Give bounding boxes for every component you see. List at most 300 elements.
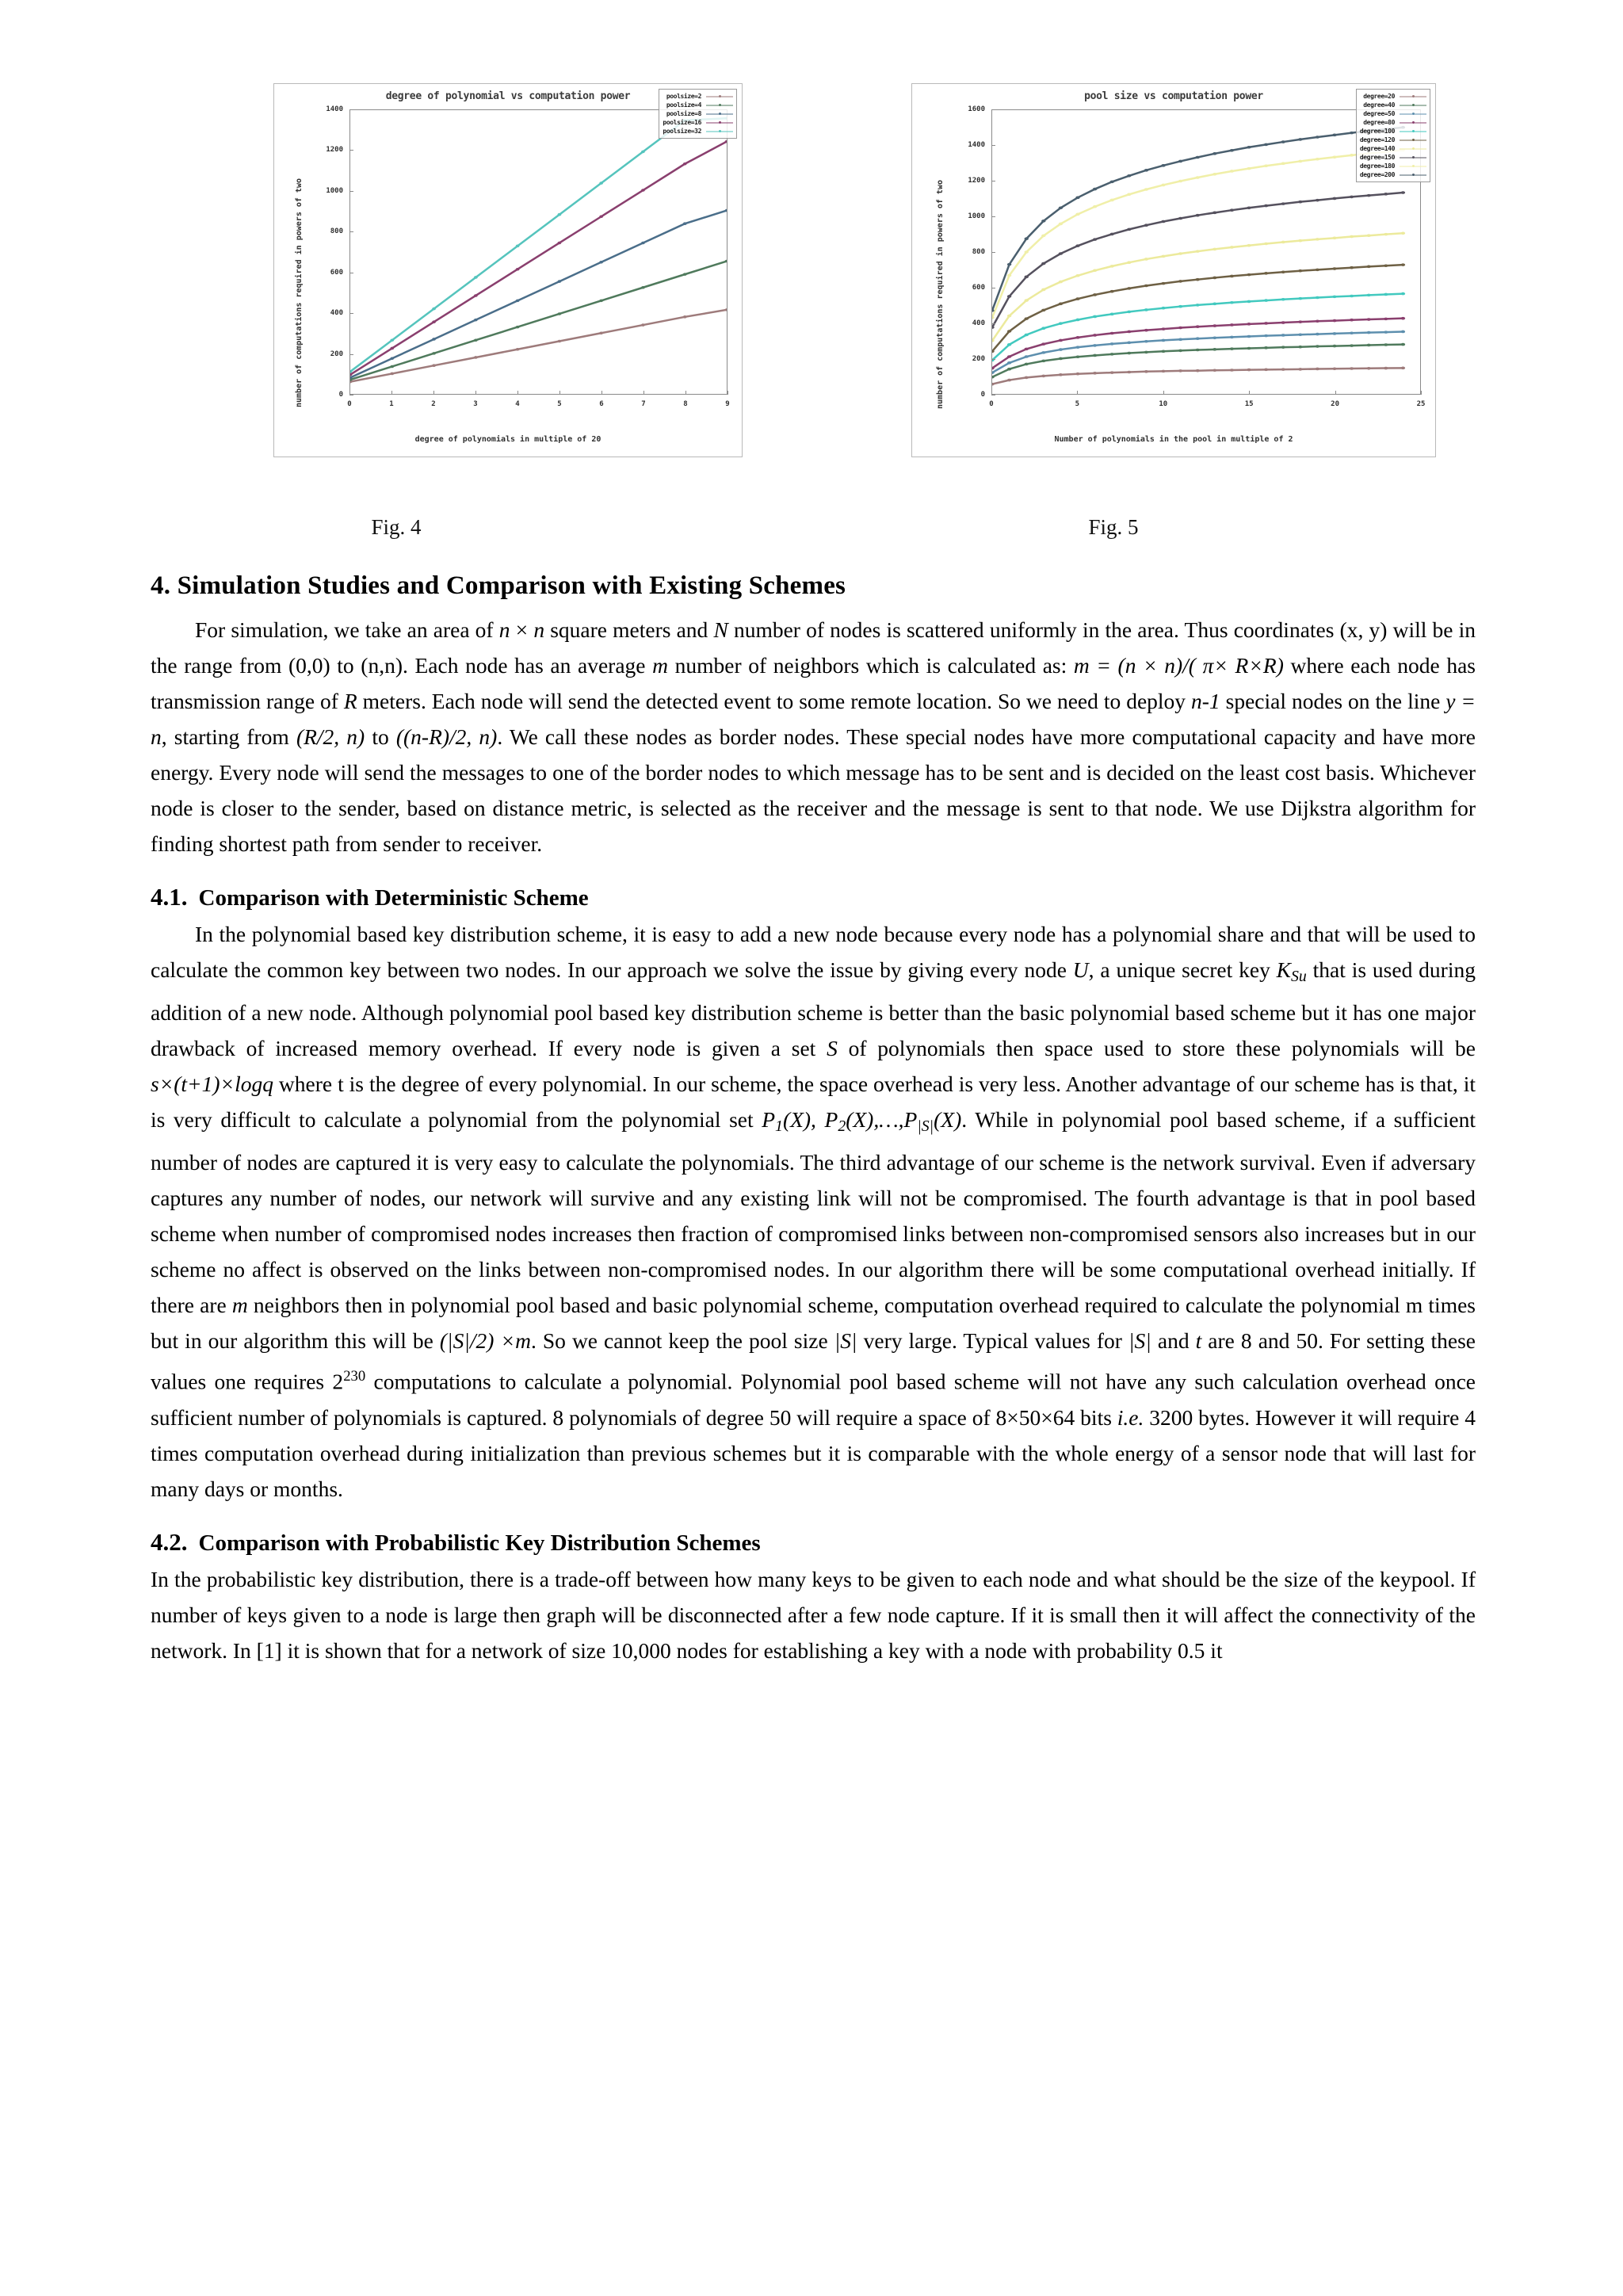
series-point [1041,375,1045,378]
series-point [1298,368,1302,371]
series-point [1264,204,1268,208]
series-point [1367,294,1371,297]
legend-swatch [1400,128,1426,135]
series-point [1178,217,1182,220]
series-point [1093,372,1097,375]
series-point [1332,367,1336,370]
legend-row [663,101,733,109]
series-point [1230,336,1234,339]
series-point [390,338,394,342]
series-line [992,128,1403,311]
series-point [641,189,645,192]
series-point [1384,193,1388,196]
series-point [474,319,478,322]
series-point [1110,353,1114,356]
series-point [1059,357,1063,361]
series-point [1110,265,1114,268]
series-point [992,326,995,329]
series-point [1230,246,1234,249]
x-tick-mark [643,391,644,395]
series-point [1264,369,1268,372]
series-point [1264,334,1268,338]
series-point [1367,194,1371,197]
series-point [1298,320,1302,323]
figure-4-caption: Fig. 4 [371,515,422,539]
x-tick-label: 1 [389,400,394,408]
figure-4-x-axis-label: degree of polynomials in multiple of 20 [414,435,601,444]
paragraph-4-2: In the probabilistic key distribution, there is a trade-off between how many keys to be given to each node and what should be the size of the keypool. If number of keys given to a node is large then graph will be disconnected after a few node capture. If it is small then it will affect the connectivity of the network. In [1] it is shown that for a network of size 10,000 nodes for establishing a key with a node with probability 0.5 it [151,1567,1476,1664]
series-point [1332,267,1336,270]
series-point [641,242,645,245]
series-point [1384,264,1388,267]
series-point [432,352,436,355]
series-point [1075,319,1079,322]
series-point [1212,152,1216,155]
series-point [1161,255,1165,258]
legend-label: poolsize=2 [666,93,701,100]
series-point [1075,336,1079,339]
y-tick-mark [991,252,995,253]
series-point [1196,349,1200,352]
series-point [1025,376,1029,380]
series-point [1025,276,1029,279]
figure-4 [273,83,743,457]
x-tick-mark [433,391,434,395]
series-point [1196,156,1200,159]
series-point [1212,277,1216,280]
series-point [1161,327,1165,330]
series-point [1384,233,1388,236]
series-point [1161,370,1165,373]
series-point [1110,313,1114,316]
series-point [1127,352,1131,355]
document-body [151,571,1476,1668]
series-point [1059,322,1063,325]
series-point [1127,228,1131,231]
y-tick-label: 1600 [968,105,985,113]
series-point [558,340,562,343]
series-point [1075,346,1079,349]
series-point [516,300,520,303]
x-tick-mark [1077,391,1078,395]
y-tick-label: 0 [338,391,343,399]
y-tick-label: 1400 [326,105,343,113]
series-point [432,320,436,323]
legend-swatch [1400,171,1426,178]
series-point [1196,250,1200,253]
series-point [1059,373,1063,376]
x-tick-mark [685,391,686,395]
figure-4-y-axis-label: number of computations required in powers of two [295,178,304,407]
series-point [1178,280,1182,283]
series-point [1264,299,1268,302]
series-point [516,268,520,271]
series-point [1144,329,1148,332]
y-tick-mark [349,354,353,355]
series-point [516,348,520,351]
series-point [1075,274,1079,277]
series-point [1212,248,1216,251]
series-point [1367,266,1371,269]
series-point [1144,351,1148,354]
paragraph-4-1: In the polynomial based key distribution scheme, it is easy to add a new node because every node has a polynomial share and that will be used to calculate the common key between two nodes. In our approach we solve the issue by giving every node U, a unique secret key $K_{Su}$ that is used during addition of a new node. Although polynomial pool based key distribution scheme is better than the basic polynomial based scheme but it has one major drawback of increased memory overhead. If every node is given a set S of polynomials then space used to store these polynomials will be s×(t+1)×logq where t is the degree of every polynomial. In our scheme, the space overhead is very less. Another advantage of our scheme has is that, it is very difficult to calculate a polynomial from the polynomial set $P_1(X)$, $P_2(X),\dots,P_{|S|}(X)$. While in polynomial pool based scheme, if a sufficient number of nodes are captured it is very easy to calculate the polynomials. The third advantage of our scheme is the network survival. Even if adversary captures any number of nodes, our network will survive and any existing link will not be compromised. The fourth advantage is that in pool based scheme when number of compromised nodes increases then fraction of compromised links between non-compromised sensors also increases but in our scheme no affect is observed on the links between non-compromised nodes. In our algorithm there will be some computational overhead initially. If there are m neighbors then in polynomial pool based and basic polynomial scheme, computation overhead required to calculate the polynomial m times but in our algorithm this will be (|S|/2) ×m. So we cannot keep the pool size |S| very large. Typical values for |S| and t are 8 and 50. For setting these values one requires $2^{230}$ computations to calculate a polynomial. Polynomial pool based scheme will not have any such calculation overhead once sufficient number of polynomials is captured. 8 polynomials of degree 50 will require a space of 8×50×64 bits i.e. 3200 bytes. However it will require 4 times computation overhead during initialization than previous schemes but it is comparable with the whole energy of a sensor node that will last for many days or months. [151,922,1476,1501]
series-point [599,300,603,303]
y-tick-label: 0 [980,391,985,399]
series-point [1110,342,1114,346]
x-tick-mark [601,391,602,395]
series-point [1316,199,1319,202]
series-point [1144,285,1148,288]
series-point [1110,332,1114,335]
series-point [1127,342,1131,345]
legend-row [1360,92,1426,101]
series-point [1007,379,1011,382]
series-point [390,347,394,350]
series-point [1316,269,1319,272]
series-point [1144,223,1148,227]
series-point [1298,201,1302,204]
series-point [1298,297,1302,300]
series-point [1041,327,1045,330]
series-point [1350,319,1354,322]
series-point [1350,154,1354,157]
y-tick-label: 200 [972,355,985,363]
series-point [1247,167,1251,170]
series-point [1367,367,1371,370]
x-tick-label: 9 [725,400,730,408]
y-tick-mark [349,150,353,151]
series-point [1350,331,1354,334]
series-point [1196,278,1200,281]
series-point [599,331,603,334]
subsection-4-2-number: 4.2. [151,1527,188,1556]
x-tick-mark [517,391,518,395]
series-point [1059,348,1063,351]
series-point [1025,250,1029,254]
series-point [1281,368,1285,371]
subsection-heading-4-1 [151,882,1476,912]
series-point [1212,337,1216,340]
x-tick-label: 6 [599,400,604,408]
series-line [350,142,727,375]
series-point [516,326,520,329]
series-point [1401,343,1405,346]
subsection-heading-4-2 [151,1527,1476,1557]
series-point [1127,287,1131,290]
legend-swatch [706,93,733,100]
series-point [432,308,436,311]
series-point [1316,158,1319,161]
series-point [1332,296,1336,299]
series-point [432,364,436,367]
series-point [1041,220,1045,223]
y-tick-label: 1000 [968,212,985,220]
series-point [1007,274,1011,277]
series-point [1230,208,1234,212]
series-point [1281,321,1285,324]
series-point [1350,196,1354,199]
series-point [1212,303,1216,306]
series-point [1093,238,1097,241]
series-point [1247,146,1251,149]
legend-label: degree=140 [1359,145,1395,152]
series-point [1127,193,1131,196]
series-point [1384,293,1388,296]
series-point [1298,160,1302,163]
legend-swatch [1400,101,1426,109]
series-point [1230,170,1234,173]
series-point [1350,132,1354,135]
series-point [1161,282,1165,285]
series-point [1264,346,1268,350]
y-tick-label: 800 [330,227,343,236]
legend-row [1360,136,1426,144]
series-point [1041,262,1045,266]
series-point [474,276,478,279]
series-point [1161,164,1165,167]
subsection-4-2-title: Comparison with Probabilistic Key Distribution Schemes [198,1530,761,1556]
legend-row [1360,144,1426,153]
x-tick-mark [559,391,560,395]
series-point [1093,293,1097,296]
series-point [1281,334,1285,337]
series-point [1247,206,1251,209]
y-tick-label: 1200 [968,177,985,185]
series-point [1401,292,1405,296]
series-point [1075,244,1079,247]
y-tick-label: 200 [330,350,343,358]
figure-5-y-axis-label: number of computations required in powers of two [936,180,945,409]
series-point [1007,263,1011,266]
figure-5-legend [1356,89,1430,182]
series-line [992,150,1403,317]
series-point [1316,333,1319,336]
series-point [1367,331,1371,334]
y-tick-label: 1000 [326,186,343,195]
series-point [1178,369,1182,372]
series-point [1298,346,1302,349]
series-point [1178,338,1182,342]
series-point [1212,348,1216,351]
series-point [1401,231,1405,235]
series-point [1196,304,1200,307]
series-point [683,273,687,276]
y-tick-label: 400 [972,319,985,327]
series-point [1367,344,1371,347]
x-tick-label: 5 [557,400,562,408]
series-point [1144,188,1148,191]
series-point [1127,311,1131,314]
legend-row [1360,109,1426,118]
series-point [1350,367,1354,370]
series-point [474,356,478,359]
series-point [1144,370,1148,373]
x-tick-label: 15 [1244,400,1254,408]
figure-5-caption: Fig. 5 [1088,515,1139,539]
series-point [1075,213,1079,216]
legend-row [663,92,733,101]
legend-swatch [1400,145,1426,152]
series-point [992,316,995,319]
series-point [390,372,394,376]
series-point [1178,160,1182,163]
series-point [558,242,562,245]
series-point [1093,205,1097,208]
legend-swatch [706,119,733,126]
series-point [1144,169,1148,172]
series-point [1196,325,1200,328]
series-point [599,261,603,264]
series-point [390,357,394,360]
x-tick-label: 4 [515,400,520,408]
series-point [1007,295,1011,298]
y-tick-mark [991,359,995,360]
series-point [1007,361,1011,365]
series-point [683,162,687,166]
series-point [599,215,603,218]
series-point [1144,308,1148,311]
series-point [1075,355,1079,358]
legend-label: degree=200 [1359,171,1395,178]
series-point [1212,173,1216,176]
legend-label: poolsize=8 [666,110,701,117]
series-point [558,312,562,315]
series-point [1007,343,1011,346]
series-point [1212,369,1216,372]
series-point [1332,332,1336,335]
legend-label: poolsize=4 [666,101,701,109]
series-point [1247,347,1251,350]
x-tick-mark [1335,391,1336,395]
series-point [1093,334,1097,337]
series-point [1350,235,1354,239]
x-tick-label: 0 [989,400,994,408]
legend-label: degree=150 [1359,154,1395,161]
series-point [1350,266,1354,269]
series-point [558,280,562,283]
x-tick-label: 0 [347,400,352,408]
x-tick-mark [391,391,392,395]
series-point [1161,350,1165,353]
y-tick-label: 1400 [968,141,985,149]
series-point [1041,235,1045,238]
series-point [1144,258,1148,261]
series-point [1264,272,1268,275]
legend-row [663,127,733,136]
subsection-4-1-number: 4.1. [151,882,188,911]
series-point [1281,346,1285,349]
legend-row [663,109,733,118]
legend-row [1360,127,1426,136]
series-point [1316,368,1319,371]
series-point [1401,191,1405,194]
series-point [1059,339,1063,342]
x-tick-mark [1163,391,1164,395]
series-point [1264,322,1268,325]
x-tick-label: 7 [641,400,646,408]
x-tick-label: 5 [1075,400,1080,408]
series-point [1178,252,1182,255]
series-point [558,213,562,216]
series-point [1212,324,1216,327]
series-point [1316,319,1319,323]
series-point [1144,340,1148,343]
series-point [1025,317,1029,320]
series-point [1025,334,1029,337]
series-point [1007,368,1011,371]
series-point [1281,241,1285,244]
figure-4-plot-area [349,109,727,395]
x-tick-mark [1421,391,1422,395]
series-point [1110,371,1114,374]
series-point [683,315,687,319]
series-point [390,365,394,369]
series-point [1230,301,1234,304]
series-point [1281,270,1285,273]
series-point [1401,330,1405,334]
x-tick-label: 25 [1416,400,1426,408]
series-point [1384,367,1388,370]
series-point [1110,199,1114,202]
series-point [641,323,645,327]
legend-swatch [1400,162,1426,170]
series-point [1298,138,1302,141]
legend-swatch [1400,154,1426,161]
y-tick-mark [991,145,995,146]
series-point [1093,344,1097,347]
legend-row [1360,101,1426,109]
series-point [1161,184,1165,187]
series-point [1264,243,1268,246]
series-point [1332,345,1336,348]
y-tick-mark [349,109,353,110]
figure-4-legend [659,89,737,139]
series-point [1127,174,1131,178]
legend-row [1360,118,1426,127]
y-tick-mark [349,231,353,232]
series-point [1059,223,1063,226]
legend-swatch [1400,110,1426,117]
series-point [1230,275,1234,278]
series-point [1350,344,1354,347]
legend-swatch [1400,136,1426,143]
series-point [1247,335,1251,338]
x-tick-mark [349,391,350,395]
series-point [1093,354,1097,357]
series-point [1230,369,1234,372]
series-point [1075,372,1079,376]
series-point [1059,281,1063,284]
series-point [516,245,520,248]
y-tick-mark [349,191,353,192]
y-tick-label: 800 [972,248,985,256]
series-point [1127,261,1131,264]
x-tick-label: 10 [1159,400,1168,408]
series-point [1059,206,1063,209]
y-tick-mark [991,109,995,110]
x-tick-label: 2 [431,400,436,408]
series-point [1093,188,1097,191]
series-point [1298,239,1302,243]
x-tick-label: 8 [683,400,688,408]
series-point [1264,164,1268,167]
series-point [1247,300,1251,304]
x-tick-mark [727,391,728,395]
legend-label: degree=20 [1363,93,1395,100]
series-point [1247,273,1251,277]
legend-swatch [706,128,733,135]
series-point [1281,298,1285,301]
